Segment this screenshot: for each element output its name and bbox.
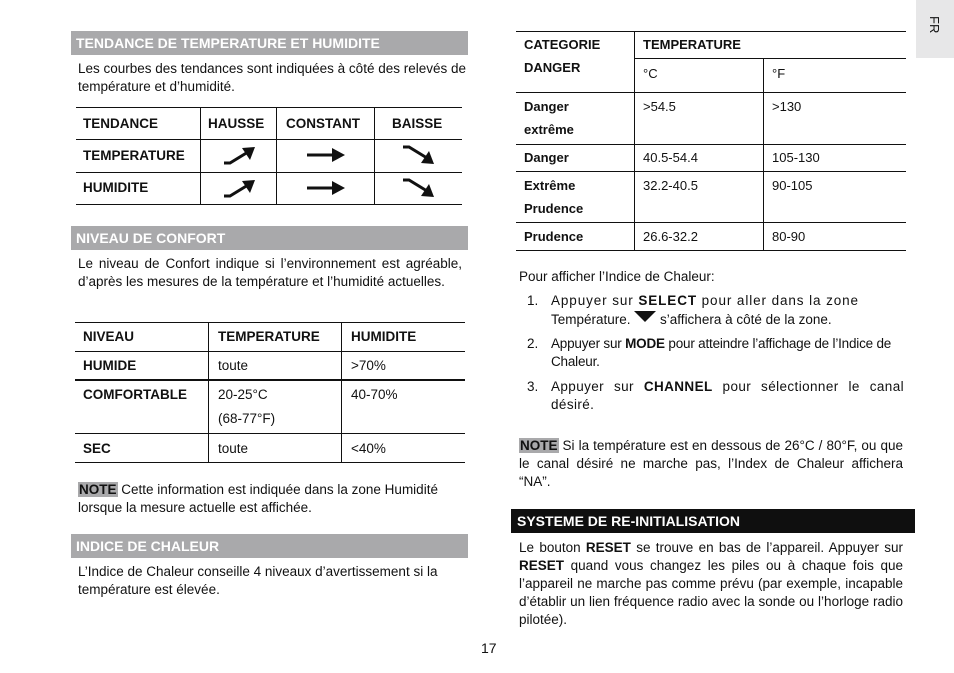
danger-fahrenheit: 105-130: [772, 150, 820, 165]
trend-row-temperature: TEMPERATURE: [83, 148, 185, 163]
comfort-humidity: 40-70%: [351, 387, 398, 402]
comfort-humidity: <40%: [351, 441, 386, 456]
section-title-reset: SYSTEME DE RE-INITIALISATION: [511, 509, 915, 533]
step-number: 3.: [527, 379, 539, 394]
comfort-temp: toute: [218, 358, 249, 373]
comfort-temp: 20-25°C: [218, 387, 268, 402]
step-2: Appuyer sur MODE pour atteindre l’affichage de l’Indice de Chaleur.: [551, 336, 892, 369]
comfort-header-humidite: HUMIDITE: [351, 329, 417, 344]
section-title-comfort: NIVEAU DE CONFORT: [71, 226, 468, 250]
danger-celsius: 26.6-32.2: [643, 229, 698, 244]
unit-celsius: °C: [643, 66, 658, 81]
unit-fahrenheit: °F: [772, 66, 786, 81]
danger-category: Danger: [524, 99, 569, 114]
trend-description: Les courbes des tendances sont indiquées à côté des relevés de température et d’humidité.: [78, 61, 467, 94]
page-number: 17: [481, 640, 497, 656]
trend-header-hausse: HAUSSE: [208, 116, 265, 131]
danger-header-category-line2: DANGER: [524, 60, 581, 75]
danger-category: Extrême: [524, 178, 576, 193]
trend-table: [76, 107, 462, 205]
danger-celsius: 40.5-54.4: [643, 150, 698, 165]
comfort-humidity: >70%: [351, 358, 386, 373]
comfort-level: HUMIDE: [83, 358, 137, 373]
step-number: 2.: [527, 336, 539, 351]
danger-fahrenheit: 90-105: [772, 178, 813, 193]
danger-category: Danger: [524, 150, 569, 165]
heat-index-description: L’Indice de Chaleur conseille 4 niveaux d’avertissement si la température est élevée.: [78, 564, 438, 597]
danger-header-temperature: TEMPERATURE: [643, 37, 741, 52]
steady-arrow-icon: [306, 146, 346, 164]
note-text: Si la température est en dessous de 26°C / 80°F, ou que le canal désiré ne marche pas, l’Index de Chaleur affichera “NA”.: [519, 438, 903, 489]
danger-fahrenheit: >130: [772, 99, 802, 114]
rising-arrow-icon: [222, 144, 258, 166]
trend-row-humidite: HUMIDITE: [83, 180, 149, 195]
heat-danger-table: [516, 31, 906, 251]
step-1-line2: Température. s’affichera à côté de la zone.: [551, 312, 832, 327]
trend-header-baisse: BAISSE: [392, 116, 443, 131]
step-1-line1: Appuyer sur SELECT pour aller dans la zone: [551, 293, 859, 308]
heat-index-triangle-icon: [634, 311, 656, 323]
comfort-level: SEC: [83, 441, 111, 456]
language-label: FR: [927, 16, 942, 34]
comfort-level: COMFORTABLE: [83, 387, 187, 402]
comfort-description: Le niveau de Confort indique si l’environnement est agréable, d’après les mesures de la température et l’humidité actuelles.: [78, 256, 462, 289]
rising-arrow-icon: [222, 177, 258, 199]
display-intro: Pour afficher l’Indice de Chaleur:: [519, 269, 715, 284]
comfort-header-temperature: TEMPERATURE: [218, 329, 320, 344]
comfort-note: [78, 481, 468, 517]
comfort-temp-fahrenheit: (68-77°F): [218, 411, 276, 426]
note-label: NOTE: [520, 438, 558, 453]
danger-category: Prudence: [524, 229, 584, 244]
falling-arrow-icon: [401, 144, 437, 166]
heat-index-note: [519, 437, 903, 491]
reset-description: Le bouton RESET se trouve en bas de l’appareil. Appuyer sur RESET quand vous changez les piles ou à chaque fois que l’appareil ne marche pas comme prévu (par exemple, incapable d’établir un lien fréquence radio avec la sonde ou l’horloge radio pilotée).: [519, 540, 903, 627]
danger-header-category: CATEGORIE: [524, 37, 601, 52]
falling-arrow-icon: [401, 177, 437, 199]
trend-header-tendance: TENDANCE: [83, 116, 159, 131]
section-title-trend: TENDANCE DE TEMPERATURE ET HUMIDITE: [71, 31, 468, 55]
language-tab: [916, 0, 954, 58]
danger-celsius: >54.5: [643, 99, 676, 114]
comfort-table: [75, 322, 465, 463]
step-3: Appuyer sur CHANNEL pour sélectionner le canal désiré.: [551, 379, 904, 412]
steady-arrow-icon: [306, 179, 346, 197]
step-number: 1.: [527, 293, 539, 308]
trend-header-constant: CONSTANT: [286, 116, 360, 131]
comfort-temp: toute: [218, 441, 249, 456]
danger-celsius: 32.2-40.5: [643, 178, 698, 193]
danger-category-line2: Prudence: [524, 201, 584, 216]
comfort-header-niveau: NIVEAU: [83, 329, 135, 344]
note-text: Cette information est indiquée dans la zone Humidité lorsque la mesure actuelle est affichée.: [78, 482, 438, 515]
danger-fahrenheit: 80-90: [772, 229, 806, 244]
section-title-heat-index: INDICE DE CHALEUR: [71, 534, 468, 558]
danger-category-line2: extrême: [524, 122, 574, 137]
note-label: NOTE: [79, 482, 117, 497]
